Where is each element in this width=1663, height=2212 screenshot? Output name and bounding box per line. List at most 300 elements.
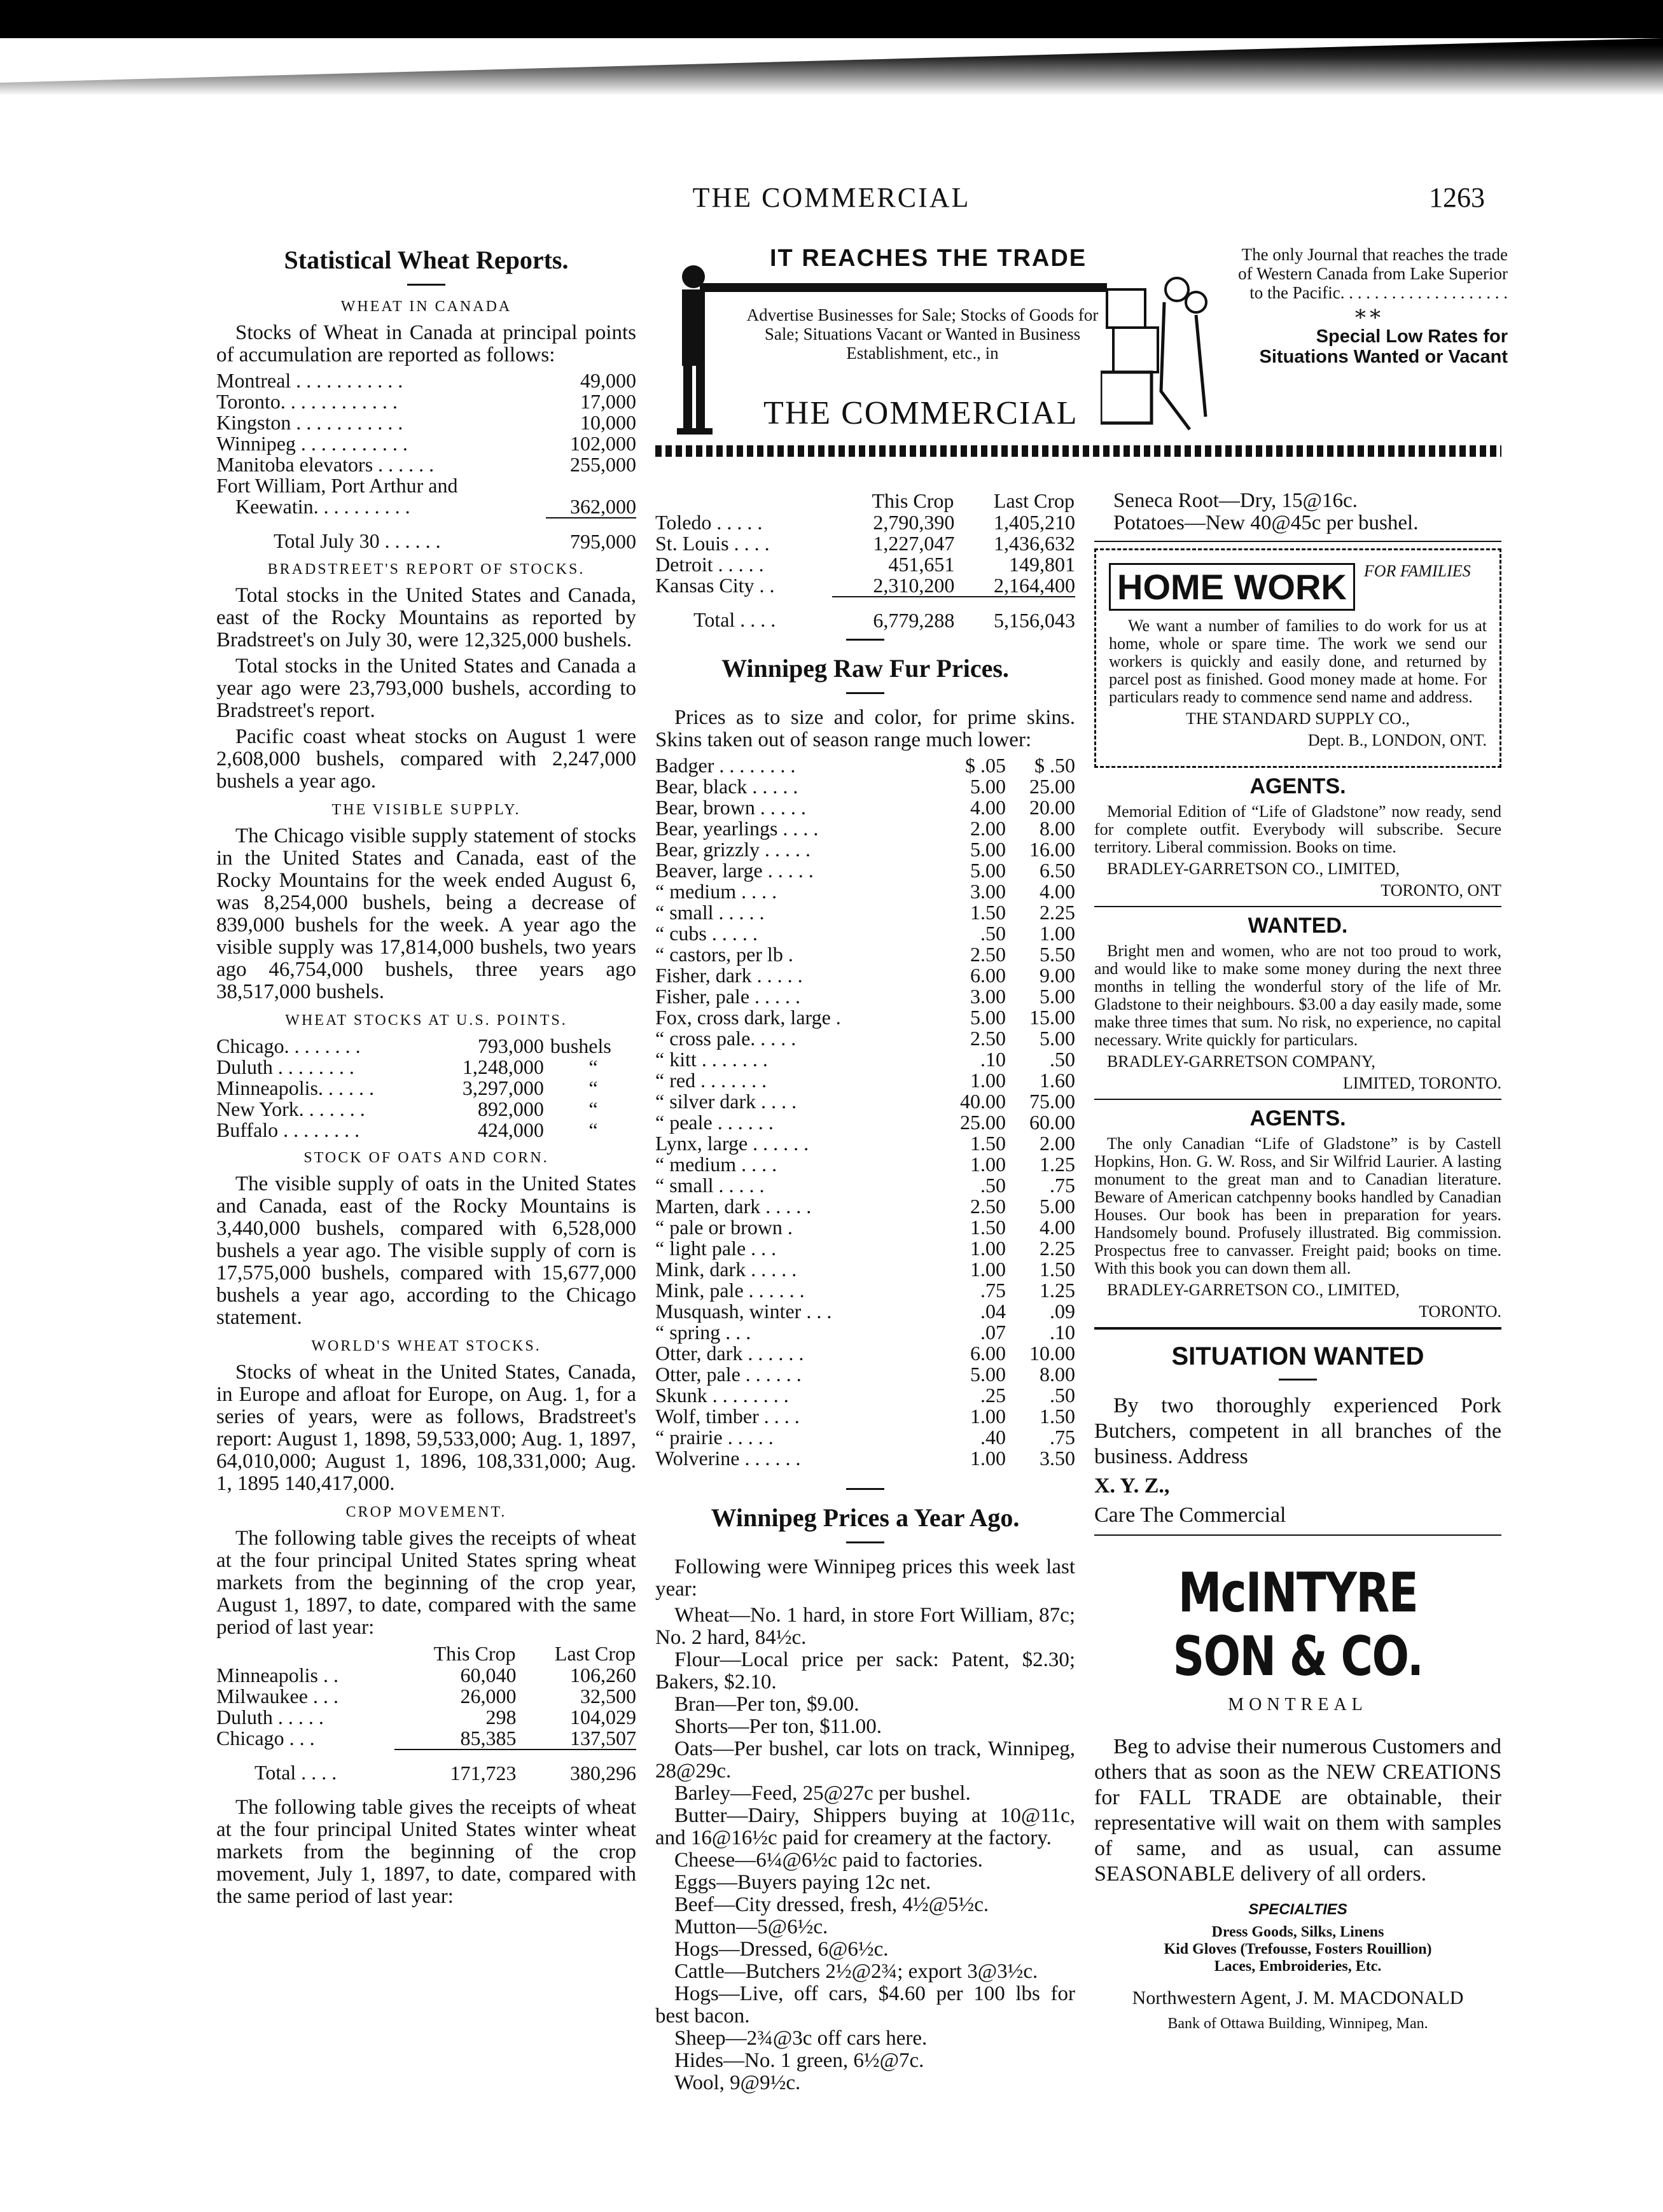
cell-price: .10 [980,1048,1006,1071]
table-row [216,1665,636,1686]
divider [846,1541,884,1543]
agents-heading: AGENTS. [1249,1106,1346,1130]
cell-price: 1.60 [1040,1069,1075,1092]
cell-value: 106,260 [570,1664,636,1687]
cell-fur-name: Bear, brown . . . . . [655,796,806,819]
subheading: WHEAT IN CANADA [340,298,512,315]
cell-price: 5.00 [970,859,1006,882]
cell-price: 1.50 [970,901,1006,924]
divider [1094,1099,1501,1100]
cell-value: 104,029 [570,1706,636,1729]
price-line: Hogs—Dressed, 6@6½c. [674,1938,889,1961]
column-header: This Crop [872,489,954,512]
cell-price: 6.50 [1040,859,1075,882]
cell-price: 16.00 [1029,838,1075,861]
total-row [655,597,1075,631]
cell-fur-name: Bear, black . . . . . [655,775,798,798]
price-line: Shorts—Per ton, $11.00. [674,1715,882,1738]
total-value: 6,779,288 [873,609,955,632]
cell-price: 1.00 [970,1069,1006,1092]
cell-price: 1.50 [970,1216,1006,1239]
section-title: Winnipeg Raw Fur Prices. [721,654,1009,683]
cell-fur-name: “ peale . . . . . . [655,1111,774,1134]
cell-price: 8.00 [1040,817,1075,840]
cell-fur-name: Marten, dark . . . . . [655,1195,812,1218]
agents-heading: AGENTS. [1249,774,1346,798]
column-1 [216,245,636,1912]
table-row [655,860,1075,881]
table-row [655,1007,1075,1028]
cell-price: 3.50 [1040,1447,1075,1470]
paragraph: Prices as to size and color, for prime skins. Skins taken out of season range much lower: [655,706,1075,751]
cell-unit: “ [588,1097,598,1120]
company-name: BRADLEY-GARRETSON COMPANY, [1107,1052,1375,1071]
agent-address: Bank of Ottawa Building, Winnipeg, Man. [1167,2015,1428,2032]
divider [407,284,445,286]
cell-fur-name: “ pale or brown . [655,1216,793,1239]
company-city: TORONTO. [1419,1302,1501,1321]
specialties-heading: SPECIALTIES [1248,1901,1347,1918]
cell-price: $ .50 [1034,754,1075,777]
cell-value: 17,000 [580,390,636,413]
cell-price: 40.00 [959,1090,1006,1113]
commercial-advertisement [655,245,1508,461]
divider [846,1488,884,1490]
table-row [216,1707,636,1728]
paragraph: Pacific coast wheat stocks on August 1 were 2,608,000 bushels, compared with 2,247,000 bushels a year ago. [216,725,636,793]
table-row [216,370,636,391]
total-value: 171,723 [450,1762,517,1784]
paragraph: Stocks of Wheat in Canada at principal points of accumulation are reported as follows: [216,321,636,366]
agent-name: Northwestern Agent, J. M. MACDONALD [1132,1987,1464,2008]
cell-fur-name: Mink, pale . . . . . . [655,1279,805,1302]
table-row [655,554,1075,575]
cell-value: 60,040 [460,1664,517,1687]
table-row [655,1217,1075,1238]
cell-price: 2.50 [970,1027,1006,1050]
cell-fur-name: “ kitt . . . . . . . [655,1048,768,1071]
table-row [655,512,1075,533]
section-title: Winnipeg Prices a Year Ago. [711,1503,1020,1532]
cell-price: .07 [980,1321,1006,1344]
price-line: Wool, 9@9½c. [674,2071,801,2094]
cell-value: 451,651 [888,553,955,576]
cell-fur-name: “ light pale . . . [655,1237,777,1260]
home-work-title: HOME WORK [1109,563,1355,611]
table-row [655,1028,1075,1049]
cell-price: 5.00 [970,775,1006,798]
paragraph: The following table gives the receipts of wheat at the four principal United States winter wheat markets from the beginning of the crop movement, July 1, 1897, to date, compared with the same period of last year: [216,1796,636,1908]
table-row [216,433,636,454]
mcintyre-city: MONTREAL [1228,1695,1368,1715]
company-name: BRADLEY-GARRETSON CO., LIMITED, [1107,1281,1400,1299]
cell-value: 1,248,000 [462,1055,544,1078]
cell-price: 1.00 [1040,922,1075,945]
ad-side-copy [1228,245,1508,367]
table-row [655,1322,1075,1343]
table-row [216,475,636,496]
divider [1094,541,1501,542]
paragraph: The Chicago visible supply statement of stocks in the United States and Canada, east of the Rocky Mountains for the week ended August 6, was 8,254,000 bushels, being a decrease of 839,000 bushels for the week. A year ago the visible supply was 17,814,000 bushels, two years ago 46,754,000 bushels, three years ago 38,517,000 bushels. [216,824,636,1003]
cell-price: 1.50 [970,1132,1006,1155]
total-label: Total . . . . [693,608,776,631]
cell-price: 4.00 [1040,880,1075,903]
cell-unit: “ [588,1118,598,1141]
cell-fur-name: “ small . . . . . [655,1174,765,1197]
column-header: Last Crop [993,489,1075,512]
cell-unit: “ [588,1076,598,1099]
cell-fur-name: Musquash, winter . . . [655,1300,832,1323]
paragraph: We want a number of families to do work for us at home, whole or spare time. The work we send our workers is quickly and easily done, and returned by parcel post as finished. Good money made at home. For particulars ready to commence send name and address. [1109,616,1487,706]
cell-price: 60.00 [1029,1111,1075,1134]
cell-fur-name: Beaver, large . . . . . [655,859,814,882]
table-row [655,1070,1075,1091]
cell-price: 2.00 [1040,1132,1075,1155]
cell-price: 5.50 [1040,943,1075,966]
subheading: WORLD'S WHEAT STOCKS. [311,1338,541,1354]
table-header-row [655,490,1075,512]
cell-price: 25.00 [959,1111,1006,1134]
cell-value: 26,000 [460,1685,517,1708]
cell-fur-name: “ cubs . . . . . [655,922,758,945]
home-work-advertisement [1094,548,1501,768]
ad-magazine-name: THE COMMERCIAL [763,395,1078,431]
cell-value [546,475,636,496]
cell-price: 9.00 [1040,964,1075,987]
cell-price: 2.25 [1040,901,1075,924]
cell-fur-name: Wolverine . . . . . . [655,1447,801,1470]
cell-value: 10,000 [580,411,636,434]
subheading: WHEAT STOCKS AT U.S. POINTS. [285,1012,567,1029]
table-row [655,923,1075,944]
cell-price: 6.00 [970,964,1006,987]
price-line: Mutton—5@6½c. [674,1916,828,1938]
cell-unit: bushels [550,1034,611,1057]
paragraph: Total stocks in the United States and Canada, east of the Rocky Mountains as reported by Bradstreet's on July 30, were 12,325,000 bushels. [216,584,636,651]
cell-place: Fort William, Port Arthur and [216,474,458,497]
cell-price: 5.00 [970,1363,1006,1386]
reply-address: Care The Commercial [1094,1503,1286,1527]
table-row [216,1099,636,1120]
ad-headline: IT REACHES THE TRADE [770,245,1087,272]
cell-price: .50 [980,1174,1006,1197]
price-line: Cattle—Butchers 2½@2¾; export 3@3½c. [674,1960,1038,1983]
cell-price: 4.00 [970,796,1006,819]
table-row [655,902,1075,923]
cell-place: Toronto. . . . . . . . . . . . [216,390,398,413]
price-line: Cheese—6¼@6½c paid to factories. [674,1849,983,1872]
price-line: Hogs—Live, off cars, $4.60 per 100 lbs for best bacon. [655,1982,1075,2028]
cell-value: 362,000 [546,496,636,518]
paragraph: Beg to advise their numerous Customers and others that as soon as the NEW CREATIONS for FALL TRADE are obtainable, their representative will wait on them with samples of same, and as usual, can assume SEASONABLE delivery of all orders. [1094,1735,1502,1886]
paragraph: Total stocks in the United States and Canada a year ago were 23,793,000 bushels, according to Bradstreet's report. [216,655,636,722]
cell-fur-name: “ medium . . . . [655,1153,777,1176]
company-name: THE STANDARD SUPPLY CO., [1186,709,1410,728]
cell-price: 1.25 [1040,1153,1075,1176]
table-row [655,818,1075,839]
cell-value: 49,000 [580,369,636,392]
cell-unit: “ [588,1055,598,1078]
cell-place: Kansas City . . [655,574,775,597]
cell-value: 298 [485,1706,517,1729]
table-header-row [216,1643,636,1665]
cell-price: .75 [1050,1426,1075,1449]
cell-place: St. Louis . . . . [655,532,770,555]
table-row [655,533,1075,554]
cell-value: 424,000 [477,1118,544,1141]
wanted-heading: WANTED. [1248,914,1348,938]
company-address: Dept. B., LONDON, ONT. [1307,731,1487,749]
specialty-item: Laces, Embroideries, Etc. [1214,1958,1382,1975]
star-ornament: ∗∗ [1353,302,1383,326]
cell-place: Minneapolis . . [216,1664,338,1687]
cell-fur-name: Wolf, timber . . . . [655,1405,800,1428]
spring-wheat-table [216,1643,636,1784]
cell-fur-name: “ medium . . . . [655,880,777,903]
cell-price: 1.25 [1040,1279,1075,1302]
total-label: Total . . . . [254,1761,337,1784]
cell-fur-name: “ silver dark . . . . [655,1090,797,1113]
cell-price: 2.00 [970,817,1006,840]
column-header: This Crop [433,1642,516,1665]
ad-body: Advertise Businesses for Sale; Stocks of Goods for Sale; Situations Vacant or Wanted in Business Establishment, etc., in [746,305,1099,363]
cell-price: .09 [1050,1300,1075,1323]
paragraph: Stocks of wheat in the United States, Canada, in Europe and afloat for Europe, on Aug. 1, for a series of years, were as follows, Bradstreet's report: August 1, 1898, 59,533,000; Aug. 1, 1897, 64,010,000; August 1, 1896, 108,331,000; Aug. 1, 1895 140,417,000. [216,1361,636,1495]
cell-place: Chicago. . . . . . . . [216,1034,361,1057]
table-row [655,1343,1075,1364]
cell-value: 1,227,047 [873,532,955,555]
table-row [216,1686,636,1707]
cell-value: 1,405,210 [994,511,1075,534]
cell-price: 1.00 [970,1153,1006,1176]
cell-place: Minneapolis. . . . . . [216,1076,374,1099]
cell-price: 3.00 [970,985,1006,1008]
table-row [655,1154,1075,1175]
price-line: Beef—City dressed, fresh, 4½@5½c. [674,1893,989,1916]
cell-fur-name: Lynx, large . . . . . . [655,1132,809,1155]
cell-price: 1.00 [970,1237,1006,1260]
table-row [216,412,636,433]
table-row [216,1057,636,1078]
cell-price: 5.00 [1040,1195,1075,1218]
cell-place: Kingston . . . . . . . . . . . [216,411,403,434]
us-points-table [216,1036,636,1141]
table-row [655,1448,1075,1469]
divider [1279,1379,1317,1381]
price-line: Butter—Dairy, Shippers buying at 10@11c, and 16@16½c paid for creamery at the factory. [655,1804,1075,1849]
decorative-border [655,445,1501,457]
cell-value: 32,500 [580,1685,636,1708]
cell-price: 1.00 [970,1405,1006,1428]
paragraph: Following were Winnipeg prices this week last year: [655,1555,1075,1601]
cell-place: New York. . . . . . . [216,1097,365,1120]
section-title: Statistical Wheat Reports. [284,246,569,274]
table-row [655,1364,1075,1385]
specialty-item: Dress Goods, Silks, Linens [1211,1924,1384,1940]
table-row [655,1238,1075,1259]
cell-value: 2,310,200 [832,575,954,597]
year-ago-prices [655,1604,1075,2094]
cell-value: 892,000 [477,1097,544,1120]
divider [846,692,884,694]
cell-price: 3.00 [970,880,1006,903]
divider [1094,1327,1501,1330]
table-row [655,839,1075,860]
cell-price: 20.00 [1029,796,1075,819]
cell-price: 1.50 [1040,1405,1075,1428]
price-line: Potatoes—New 40@45c per bushel. [1113,511,1419,534]
cell-fur-name: Mink, dark . . . . . [655,1258,797,1281]
cell-place: Keewatin. . . . . . . . . . [235,495,410,518]
paragraph: The following table gives the receipts of wheat at the four principal United States spring wheat markets from the beginning of the crop year, August 1, 1897, to date, compared with the same period of last year: [216,1527,636,1639]
paragraph: The only Canadian “Life of Gladstone” is by Castell Hopkins, Hon. G. W. Ross, and Sir Wilfrid Laurier. A lasting monument to the great man and to Canadian literature. Beware of American catchpenny books handled by Canadian Houses. Our book has been in preparation for years. Handsomely bound. Profusely illustrated. Big commission. Prospectus free to canvasser. Freight paid; books on time. With this book you can down them all. [1094,1134,1501,1277]
cell-price: 1.50 [1040,1258,1075,1281]
cell-price: .75 [1050,1174,1075,1197]
special-rates-text: Special Low Rates for Situations Wanted or Vacant [1259,326,1508,367]
company-city: LIMITED, TORONTO. [1342,1074,1501,1092]
table-row [216,1120,636,1141]
reply-name: X. Y. Z., [1094,1474,1170,1498]
cell-place: Detroit . . . . . [655,553,764,576]
price-line: Bran—Per ton, $9.00. [674,1693,859,1716]
cell-value: 1,436,632 [994,532,1075,555]
situation-wanted-heading: SITUATION WANTED [1171,1342,1424,1370]
cell-value: 149,801 [1009,553,1075,576]
cell-fur-name: Fox, cross dark, large . [655,1006,841,1029]
table-row [655,1259,1075,1280]
paragraph: The visible supply of oats in the United States and Canada, east of the Rocky Mountains is 3,440,000 bushels, compared with 6,528,000 bushels a year ago. The visible supply of corn is 17,575,000 bushels, compared with 15,677,000 bushels a year ago, according to the Chicago statement. [216,1172,636,1329]
cell-price: $ .05 [964,754,1006,777]
cell-price: 8.00 [1040,1363,1075,1386]
table-row [216,391,636,412]
cell-fur-name: Otter, pale . . . . . . [655,1363,802,1386]
divider [1094,1534,1501,1536]
table-row [655,1049,1075,1070]
cell-value: 2,790,390 [873,511,955,534]
subheading: CROP MOVEMENT. [345,1504,507,1520]
people-with-boxes-illustration [1101,264,1215,436]
table-row [216,1728,636,1749]
cell-fur-name: Fisher, dark . . . . . [655,964,803,987]
paragraph: Memorial Edition of “Life of Gladstone” now ready, send for complete outfit. Everybody will subscribe. Secure territory. Liberal commission. Books on time. [1094,802,1501,856]
table-row [655,1301,1075,1322]
table-row [655,1280,1075,1301]
price-line: Eggs—Buyers paying 12c net. [674,1871,931,1894]
cell-place: Duluth . . . . . [216,1706,324,1729]
subheading: THE VISIBLE SUPPLY. [331,802,521,818]
cell-price: 4.00 [1040,1216,1075,1239]
price-line: Barley—Feed, 25@27c per bushel. [674,1782,971,1805]
cell-place: Chicago . . . [216,1727,315,1749]
table-row [655,797,1075,818]
mcintyre-logo-name: McINTYRE SON & CO. [1172,1561,1423,1688]
table-row [655,1112,1075,1133]
divider [1094,906,1501,907]
table-row [655,881,1075,902]
cell-fur-name: Bear, grizzly . . . . . [655,838,811,861]
subheading: BRADSTREET'S REPORT OF STOCKS. [267,561,585,578]
total-value: 795,000 [570,530,636,553]
cell-place: Buffalo . . . . . . . . [216,1118,360,1141]
home-work-subtitle: FOR FAMILIES [1363,562,1471,580]
page-number: 1263 [1429,182,1485,213]
cell-place: Milwaukee . . . [216,1685,338,1708]
price-line: Hides—No. 1 green, 6½@7c. [674,2049,924,2072]
cell-place: Winnipeg . . . . . . . . . . . [216,432,408,455]
paragraph: Bright men and women, who are not too proud to work, and would like to make some money during the next three months in telling the wonderful story of the life of Mr. Gladstone to their neighbours. $3.00 a day easily made, some make three times that sum. No risk, no experience, no capital necessary. Write quickly for particulars. [1094,942,1501,1049]
cell-fur-name: “ prairie . . . . . [655,1426,774,1449]
cell-value: 793,000 [477,1034,544,1057]
price-line: Seneca Root—Dry, 15@16c. [1113,489,1358,512]
cell-price: .25 [980,1384,1006,1407]
cell-fur-name: Otter, dark . . . . . . [655,1342,804,1365]
table-row [655,1385,1075,1406]
cell-fur-name: Badger . . . . . . . . [655,754,796,777]
price-line: Wheat—No. 1 hard, in store Fort William, 87c; No. 2 hard, 84½c. [655,1604,1075,1649]
table-row [655,1133,1075,1154]
table-row [216,496,636,518]
table-row [216,454,636,475]
cell-fur-name: “ castors, per lb . [655,943,793,966]
cell-price: 25.00 [1029,775,1075,798]
cell-fur-name: Skunk . . . . . . . . [655,1384,789,1407]
cell-fur-name: Fisher, pale . . . . . [655,985,801,1008]
cell-price: .40 [980,1426,1006,1449]
cell-price: 75.00 [1029,1090,1075,1113]
cell-fur-name: Bear, yearlings . . . . [655,817,819,840]
divider [846,639,884,641]
cell-price: 5.00 [1040,1027,1075,1050]
cell-price: 5.00 [970,838,1006,861]
price-line: Flour—Local price per sack: Patent, $2.30; Bakers, $2.10. [655,1648,1075,1694]
cell-price: 2.50 [970,943,1006,966]
table-row [655,755,1075,776]
winter-wheat-table [655,490,1075,631]
cell-price: 1.00 [970,1258,1006,1281]
cell-price: .50 [980,922,1006,945]
total-value: 380,296 [570,1762,636,1784]
company-city: TORONTO, ONT [1381,881,1501,900]
table-row [655,944,1075,965]
fur-prices-table [655,755,1075,1469]
running-header [0,181,1663,219]
table-row [655,965,1075,986]
cell-price: .50 [1050,1048,1075,1071]
table-row [655,1406,1075,1427]
specialty-item: Kid Gloves (Trefousse, Fosters Rouillion) [1164,1941,1432,1958]
cell-value: 85,385 [394,1728,516,1749]
ad-side-text: The only Journal that reaches the trade of Western Canada from Lake Superior to the Pacific. . . . . . . . . . . . . . . . . . . . [1238,245,1508,302]
cell-place: Duluth . . . . . . . . [216,1055,354,1078]
cell-price: 2.50 [970,1195,1006,1218]
cell-value: 3,297,000 [462,1076,544,1099]
table-row [655,776,1075,797]
cell-fur-name: “ small . . . . . [655,901,765,924]
scan-edge-wedge [0,38,1663,83]
cell-price: .50 [1050,1384,1075,1407]
column-3 [1094,490,1501,2039]
price-line: Sheep—2¾@3c off cars here. [674,2027,928,2050]
company-name: BRADLEY-GARRETSON CO., LIMITED, [1107,859,1400,878]
table-row [655,1427,1075,1448]
table-row [216,1036,636,1057]
total-row [216,1749,636,1784]
total-value: 5,156,043 [994,609,1075,632]
cell-price: 5.00 [970,1006,1006,1029]
cell-fur-name: “ spring . . . [655,1321,751,1344]
table-row [216,1078,636,1099]
table-row [655,986,1075,1007]
